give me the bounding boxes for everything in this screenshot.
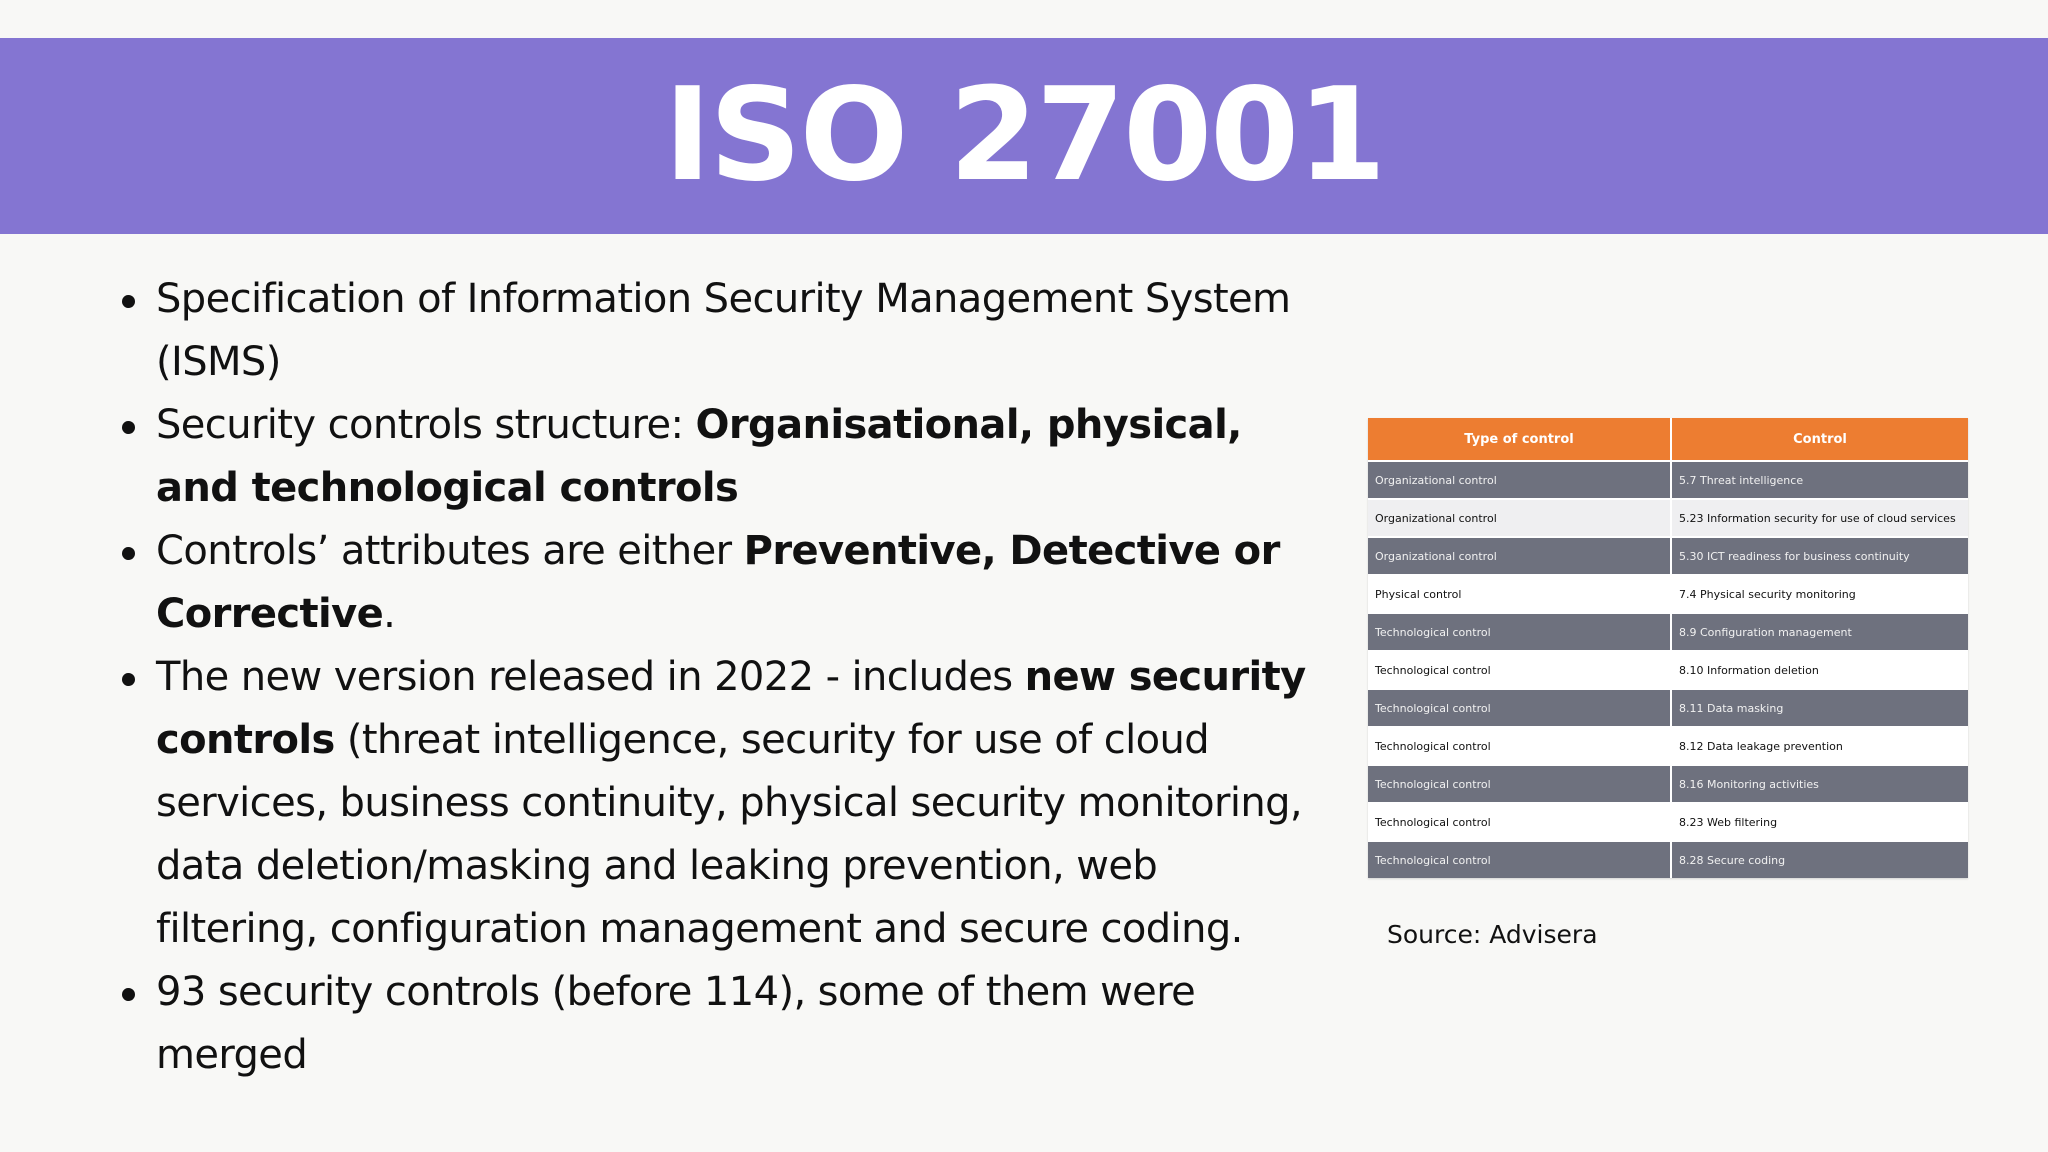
cell-control: 7.4 Physical security monitoring	[1671, 575, 1968, 613]
title-banner	[0, 38, 2048, 234]
bullet-bold-text: new security controls	[156, 654, 1306, 763]
cell-control-type: Organizational control	[1368, 461, 1671, 499]
cell-control: 8.11 Data masking	[1671, 689, 1968, 727]
cell-control-type: Technological control	[1368, 727, 1671, 765]
table-row	[1368, 727, 1968, 765]
cell-control: 5.30 ICT readiness for business continuity	[1671, 537, 1968, 575]
table-row	[1368, 651, 1968, 689]
cell-control: 8.28 Secure coding	[1671, 841, 1968, 878]
table-row	[1368, 765, 1968, 803]
cell-control-type: Technological control	[1368, 651, 1671, 689]
controls-table	[1368, 418, 1968, 878]
table-row	[1368, 803, 1968, 841]
cell-control-type: Technological control	[1368, 841, 1671, 878]
bullet-text: The new version released in 2022 - includes	[156, 654, 1025, 700]
cell-control: 5.7 Threat intelligence	[1671, 461, 1968, 499]
cell-control: 5.23 Information security for use of cloud services	[1671, 499, 1968, 537]
cell-control-type: Organizational control	[1368, 499, 1671, 537]
table-row	[1368, 689, 1968, 727]
bullet-text-after: (threat intelligence, security for use of cloud services, business continuity, physical security monitoring, data deletion/masking and leaking prevention, web filtering, configuration management and secure coding.	[156, 717, 1303, 952]
bullet-text: Specification of Information Security Management System (ISMS)	[156, 276, 1291, 385]
bullet-item	[118, 520, 1318, 646]
cell-control-type: Technological control	[1368, 765, 1671, 803]
table-row	[1368, 461, 1968, 499]
cell-control: 8.9 Configuration management	[1671, 613, 1968, 651]
bullet-text-after: .	[383, 591, 396, 637]
cell-control-type: Technological control	[1368, 803, 1671, 841]
table-row	[1368, 537, 1968, 575]
table-row	[1368, 841, 1968, 878]
table-header-row	[1368, 418, 1968, 461]
bullet-text: Security controls structure:	[156, 402, 696, 448]
table-row	[1368, 575, 1968, 613]
cell-control: 8.12 Data leakage prevention	[1671, 727, 1968, 765]
cell-control: 8.16 Monitoring activities	[1671, 765, 1968, 803]
cell-control-type: Technological control	[1368, 613, 1671, 651]
table-header-control: Control	[1671, 418, 1968, 461]
table-row	[1368, 613, 1968, 651]
bullet-bold-text: Organisational, physical, and technological controls	[156, 402, 1242, 511]
bullet-item	[118, 268, 1318, 394]
cell-control: 8.23 Web filtering	[1671, 803, 1968, 841]
cell-control: 8.10 Information deletion	[1671, 651, 1968, 689]
table-body	[1368, 461, 1968, 878]
source-caption: Source: Advisera	[1387, 920, 1598, 949]
cell-control-type: Physical control	[1368, 575, 1671, 613]
bullet-item	[118, 394, 1318, 520]
bullet-text: 93 security controls (before 114), some of them were merged	[156, 969, 1196, 1078]
bullet-list	[118, 268, 1318, 1087]
cell-control-type: Technological control	[1368, 689, 1671, 727]
table-header-type: Type of control	[1368, 418, 1671, 461]
table-row	[1368, 499, 1968, 537]
bullet-item	[118, 646, 1318, 961]
bullet-item	[118, 961, 1318, 1087]
slide-title: ISO 27001	[663, 61, 1385, 210]
bullet-text: Controls’ attributes are either	[156, 528, 744, 574]
bullet-bold-text: Preventive, Detective or Corrective	[156, 528, 1280, 637]
cell-control-type: Organizational control	[1368, 537, 1671, 575]
